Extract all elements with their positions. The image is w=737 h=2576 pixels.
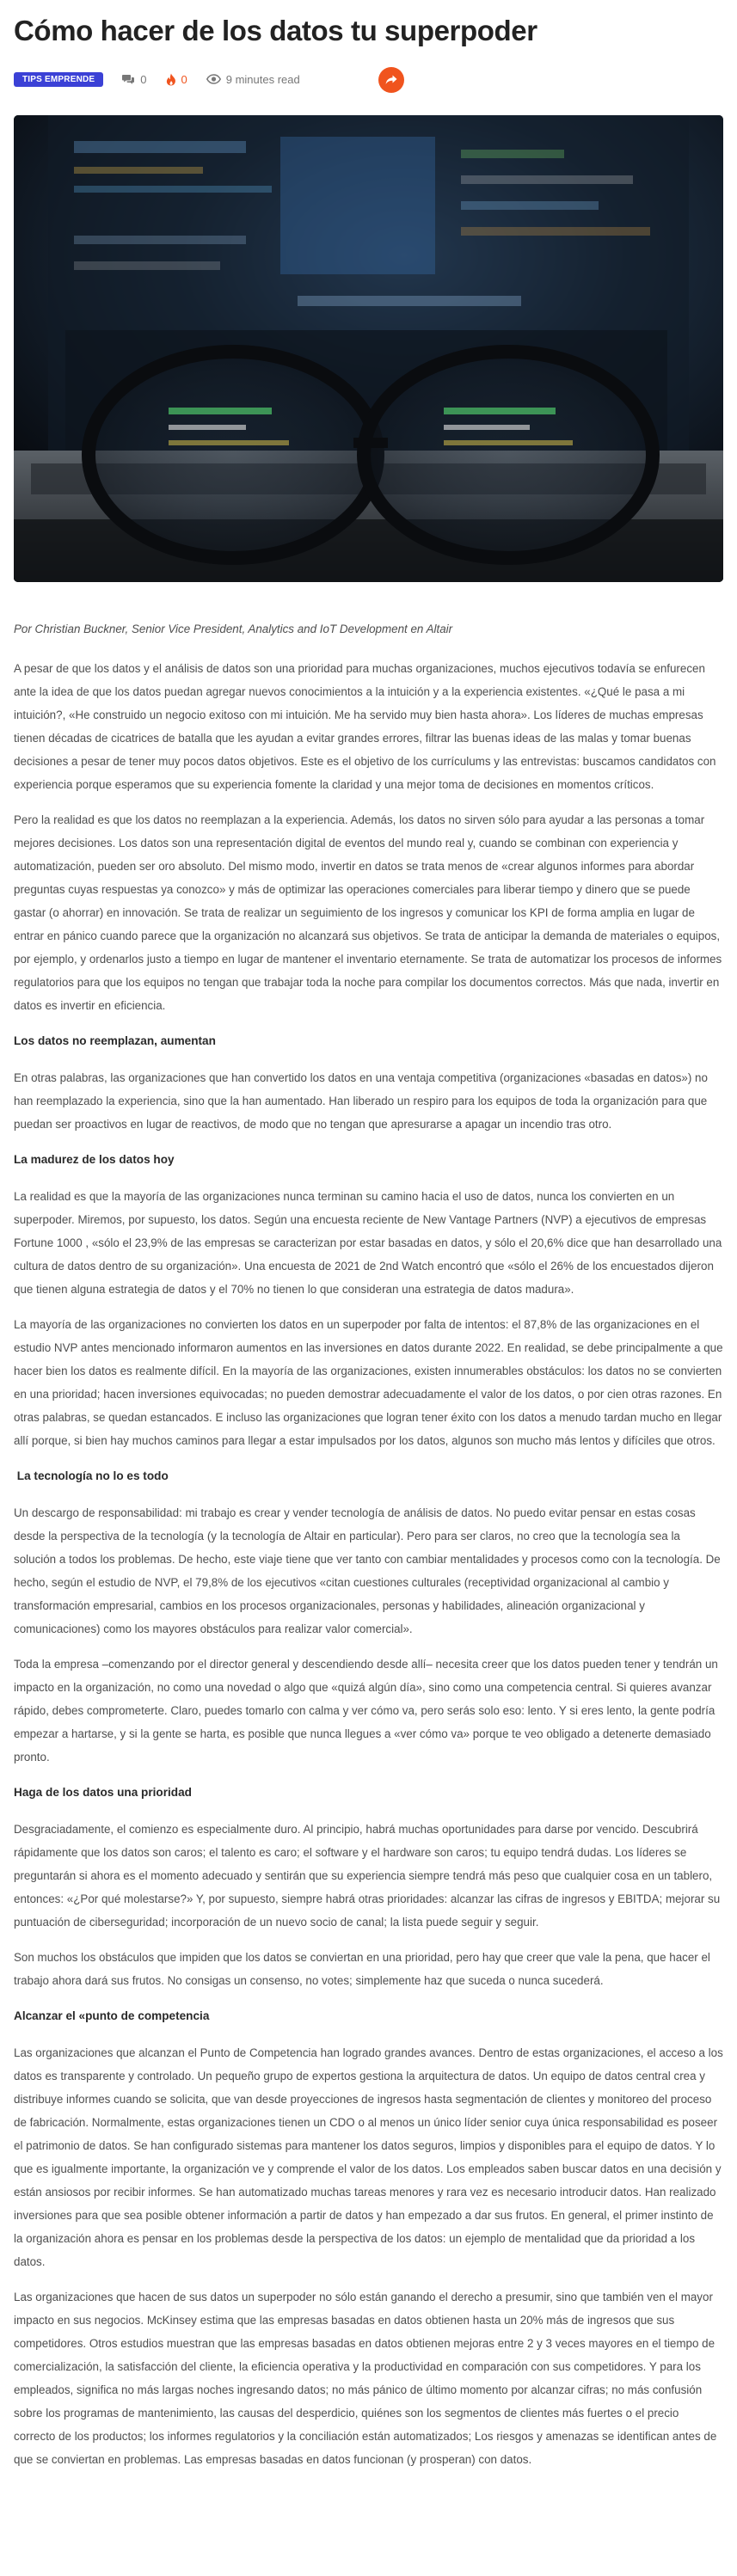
article-paragraph: Pero la realidad es que los datos no reemplazan a la experiencia. Además, los datos no sirven sólo para ayudar a las personas a tomar mejores decisiones. Los datos son una representación digital de eventos del mundo real y, cuando se combinan con experiencia y automatización, pueden ser oro absoluto. Del mismo modo, invertir en datos se trata menos de «crear algunos informes para abordar preguntas cuyas respuestas ya conozco» y más de optimizar las operaciones comerciales para liberar tiempo y dinero que se puede gastar (o ahorrar) en innovación. Se trata de realizar un seguimiento de los ingresos y comunicar los KPI de forma amplia en lugar de entrar en pánico cuando parece que la organización no alcanzará sus objetivos. Se trata de anticipar la demanda de materiales o equipos, por ejemplo, y ordenarlos justo a tiempo en lugar de mantener el inventario eternamente. Se trata de automatizar los procesos de informes regulatorios para que los equipos no tengan que trabajar toda la noche para compilar los documentos correctos. Más que nada, invertir en datos es invertir en eficiencia. — [14, 813, 722, 1012]
section-heading: Alcanzar el «punto de competencia — [14, 2009, 210, 2022]
eye-icon — [206, 74, 221, 84]
hot-count-value: 0 — [181, 72, 187, 86]
share-icon — [385, 75, 397, 85]
article-paragraph: A pesar de que los datos y el análisis de datos son una prioridad para muchas organizaciones, muchos ejecutivos todavía se enfurecen ante la idea de que los datos puedan agregar nuevos conocimientos a la intuición y a la experiencia existentes. «¿Qué le pasa a mi intuición?, «He construido un negocio exitoso con mi intuición. Me ha servido muy bien hasta ahora». Los líderes de muchas empresas tienen décadas de cicatrices de batalla que les ayudan a evitar grandes errores, filtrar las buenas ideas de las malas y tomar buenas decisiones a pesar de tener muy pocos datos objetivos. Este es el objetivo de los currículums y las entrevistas: buscamos candidatos con experiencia porque esperamos que su experiencia fomente la claridad y una mejor toma de decisiones en momentos críticos. — [14, 662, 716, 791]
fire-icon — [166, 73, 176, 86]
article-body — [14, 617, 723, 2483]
comments-icon — [122, 74, 135, 85]
read-time-value: 9 minutes read — [225, 72, 300, 86]
article-title: Cómo hacer de los datos tu superpoder — [14, 15, 537, 46]
comments-count-value: 0 — [140, 72, 147, 86]
article-paragraph: Toda la empresa –comenzando por el director general y descendiendo desde allí– necesita creer que los datos pueden tener y tendrán un impacto en la organización, no como una novedad o algo que «quizá algún día», sino como una competencia central. Si quieres avanzar rápido, debes comprometerte. Claro, puedes tomarlo con calma y ver cómo va, pero serás solo eso: lento. Y si eres lento, la gente podría empezar a hartarse, y si la gente se harta, es posible que nunca llegues a «ver cómo va» porque te veo obligado a detenerte demasiado pronto. — [14, 1658, 718, 1763]
article-meta — [14, 69, 300, 89]
read-time — [206, 73, 300, 86]
article-paragraph: Desgraciadamente, el comienzo es especialmente duro. Al principio, habrá muchas oportunidades para darse por vencido. Descubrirá rápidamente que los datos son caros; el talento es caro; el software y el hardware son caros; tu equipo tendrá dudas. Los líderes se preguntarán si ahora es el momento adecuado y sentirán que su experiencia siempre tendrá más peso que cualquier cosa en un tablero, entonces: «¿Por qué molestarse?» Y, por supuesto, siempre habrá otras prioridades: alcanzar las cifras de ingresos y EBITDA; mejorar su puntuación de ciberseguridad; incorporación de un nuevo socio de canal; la lista puede seguir y seguir. — [14, 1823, 721, 1929]
category-badge[interactable]: TIPS EMPRENDE — [14, 72, 103, 87]
article-paragraph: Las organizaciones que hacen de sus datos un superpoder no sólo están ganando el derecho a presumir, sino que también ven el mayor impacto en sus negocios. McKinsey estima que las empresas basadas en datos obtienen hasta un 20% más de ingresos que sus competidores. Otros estudios muestran que las empresas basadas en datos obtienen mejoras entre 2 y 3 veces mayores en el tiempo de comercialización, la satisfacción del cliente, la eficiencia operativa y la productividad en comparación con sus competidores. Y para los empleados, significa no más largas noches ingresando datos; no más pánico de último momento por alcanzar cifras; no más confusión sobre los programas de mantenimiento, las causas del desperdicio, quiénes son los segmentos de clientes más fuertes o el precio correcto de los productos; los informes regulatorios y la conciliación están automatizados; Los riesgos y amenazas se identifican antes de que se conviertan en problemas. Las empresas basadas en datos funcionan (y prosperan) con datos. — [14, 2291, 717, 2466]
share-button[interactable] — [378, 67, 404, 93]
article-paragraph: Son muchos los obstáculos que impiden que los datos se conviertan en una prioridad, pero hay que creer que vale la pena, que hacer el trabajo ahora dará sus frutos. No consigas un consenso, no votes; simplemente haz que suceda o nunca sucederá. — [14, 1951, 710, 1987]
hero-image — [14, 115, 723, 582]
section-heading: Haga de los datos una prioridad — [14, 1786, 192, 1799]
article-paragraph: Las organizaciones que alcanzan el Punto de Competencia han logrado grandes avances. Dentro de estas organizaciones, el acceso a los datos es transparente y controlado. Un pequeño grupo de expertos gestiona la arquitectura de datos. Un equipo de datos central crea y distribuye informes cuando se solicita, que van desde proyecciones de ingresos hasta segmentación de clientes y monitoreo del proceso de fabricación. Normalmente, estas organizaciones tienen un CDO o al menos un único líder senior cuya única responsabilidad es poseer el patrimonio de datos. Se han configurado sistemas para mantener los datos seguros, limpios y disponibles para el equipo de datos. Y lo que es igualmente importante, la organización ve y comprende el valor de los datos. Los empleados saben buscar datos en una decisión y están ansiosos por recibir informes. Se han automatizado muchas tareas menores y rara vez es necesario introducir datos. Han realizado inversiones para que sea posible obtener información a partir de datos y han empezado a dar sus frutos. En general, el primer instinto de la organización ahora es pensar en los problemas desde la perspectiva de los datos: un ejemplo de mentalidad que da prioridad a los datos. — [14, 2046, 723, 2268]
section-heading: La tecnología no lo es todo — [14, 1469, 169, 1482]
section-heading: Los datos no reemplazan, aumentan — [14, 1034, 216, 1047]
hot-count — [166, 73, 187, 86]
article-paragraph: La mayoría de las organizaciones no convierten los datos en un superpoder por falta de intentos: el 87,8% de las organizaciones en el estudio NVP antes mencionado informaron aumentos en las inversiones en datos durante 2022. En realidad, se debe principalmente a que hacer bien los datos es realmente difícil. En la mayoría de las organizaciones, existen innumerables obstáculos: los datos no se convierten en una prioridad; hacen inversiones equivocadas; no pueden demostrar adecuadamente el valor de los datos, o por cien otras razones. En otras palabras, se quedan estancados. E incluso las organizaciones que logran tener éxito con los datos a menudo tardan mucho en llegar allí porque, si bien hay muchos caminos para llegar a estar impulsados por los datos, algunos son mucho más lentos y difíciles que otros. — [14, 1318, 723, 1447]
hero-photo-glasses-monitor — [14, 115, 723, 582]
author-byline: Por Christian Buckner, Senior Vice President, Analytics and IoT Development en Altair — [14, 623, 453, 635]
comments-count[interactable] — [122, 73, 146, 86]
article-paragraph: Un descargo de responsabilidad: mi trabajo es crear y vender tecnología de análisis de datos. No puedo evitar pensar en estas cosas desde la perspectiva de la tecnología (y la tecnología de Altair en particular). Pero para ser claros, no creo que la tecnología sea la solución a todos los problemas. De hecho, este viaje tiene que ver tanto con cambiar mentalidades y procesos como con la tecnología. De hecho, según el estudio de NVP, el 79,8% de los ejecutivos «citan cuestiones culturales (receptividad organizacional al cambio y transformación empresarial, cambios en los procesos organizacionales, personas y habilidades, alineación organizacional y comunicaciones) como los mayores obstáculos para realizar valor comercial». — [14, 1506, 721, 1635]
article-paragraph: En otras palabras, las organizaciones que han convertido los datos en una ventaja competitiva (organizaciones «basadas en datos») no han reemplazado la experiencia, sino que la han aumentado. Han liberado un respiro para los equipos de toda la organización para que puedan ser proactivos en lugar de reactivos, de modo que no tengan que apresurarse a apagar un incendio tras otro. — [14, 1071, 708, 1131]
section-heading: La madurez de los datos hoy — [14, 1153, 175, 1166]
article-paragraph: La realidad es que la mayoría de las organizaciones nunca terminan su camino hacia el uso de datos, nunca los convierten en un superpoder. Miremos, por supuesto, los datos. Según una encuesta reciente de New Vantage Partners (NVP) a ejecutivos de empresas Fortune 1000 , «sólo el 23,9% de las empresas se caracterizan por estar basadas en datos, y sólo el 20,6% dice que han desarrollado una cultura de datos dentro de su organización». Una encuesta de 2021 de 2nd Watch encontró que «sólo el 26% de los encuestados dijeron que tienen alguna estrategia de datos y el 70% no tienen lo que consideran una estrategia de datos madura». — [14, 1190, 722, 1296]
